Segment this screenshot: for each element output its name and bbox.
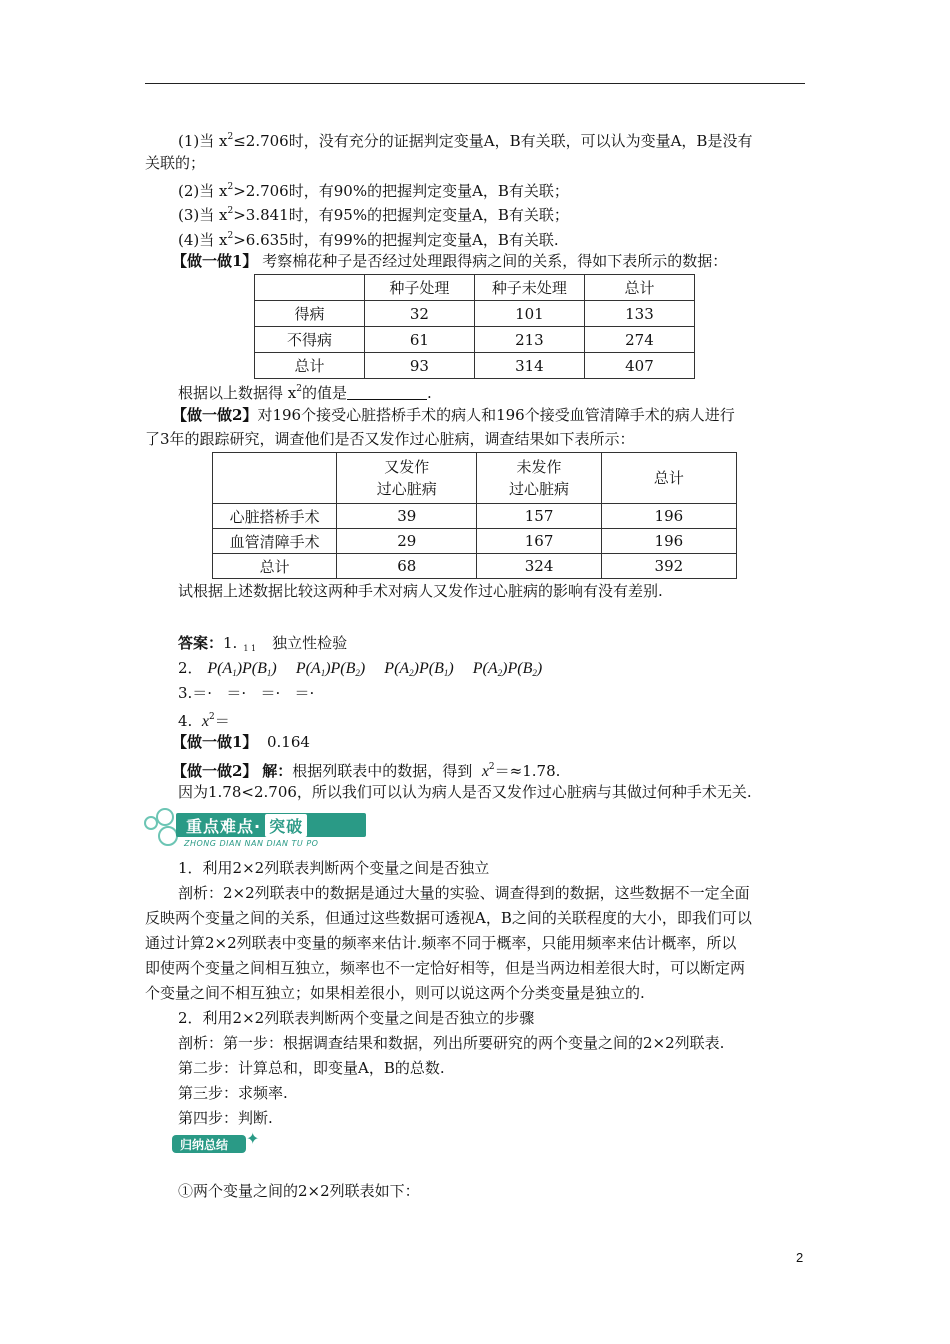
- table-cell: 得病: [255, 301, 365, 327]
- table-cell: 总计: [601, 453, 736, 504]
- section-step: 第四步：判断.: [178, 1109, 273, 1127]
- table-cell: 392: [601, 554, 736, 579]
- table-cell: 157: [477, 504, 601, 529]
- table-cell: [255, 275, 365, 301]
- table-cell: 不得病: [255, 327, 365, 353]
- section-paragraph: 个变量之间不相互独立；如果相差很小，则可以说这两个分类变量是独立的.: [145, 984, 645, 1002]
- section-step: 第二步：计算总和，即变量A，B的总数.: [178, 1059, 445, 1077]
- bubble-decoration: [158, 826, 178, 846]
- table-cell: 又发作 过心脏病: [337, 453, 477, 504]
- page-number: 2: [796, 1250, 804, 1265]
- section-point-1: 1．利用2×2列联表判断两个变量之间是否独立: [178, 859, 490, 877]
- section-paragraph: 剖析：第一步：根据调查结果和数据，列出所要研究的两个变量之间的2×2列联表.: [178, 1034, 725, 1052]
- table-cell: 196: [601, 529, 736, 554]
- table-cell: 407: [584, 353, 694, 379]
- answer-3: 3.＝· ＝· ＝· ＝·: [178, 684, 315, 702]
- banner-title: 重点难点· 突破: [186, 814, 307, 837]
- table-header-row: [213, 453, 737, 504]
- summary-badge: [172, 1129, 262, 1159]
- table-cell: 32: [364, 301, 474, 327]
- exercise-1-table: [254, 274, 695, 379]
- section-paragraph: 即使两个变量之间相互独立，频率也不一定恰好相等，但是当两边相差很大时，可以断定两: [145, 959, 746, 977]
- header-rule: [145, 83, 805, 84]
- table-cell: 总计: [213, 554, 337, 579]
- answer-1: 答案：1. $_{1 1}$ 独立性检验: [178, 634, 348, 653]
- section-banner: [140, 806, 380, 852]
- table-cell: 274: [584, 327, 694, 353]
- exercise-2-prompt: 【做一做2】对196个接受心脏搭桥手术的病人和196个接受血管清障手术的病人进行: [172, 406, 735, 424]
- table-cell: 196: [601, 504, 736, 529]
- exercise-1-question: 根据以上数据得 $x^2$的值是 .: [178, 384, 432, 402]
- exercise-2-question: 试根据上述数据比较这两种手术对病人又发作过心脏病的影响有没有差别.: [178, 582, 663, 600]
- table-cell: 39: [337, 504, 477, 529]
- table-cell: 总计: [584, 275, 694, 301]
- condition-1-cont: 关联的；: [145, 154, 206, 172]
- section-point-2: 2．利用2×2列联表判断两个变量之间是否独立的步骤: [178, 1009, 535, 1027]
- section-paragraph: 反映两个变量之间的关系，但通过这些数据可透视A，B之间的关联程度的大小，即我们可以: [145, 909, 752, 927]
- summary-line: ①两个变量之间的2×2列联表如下：: [178, 1182, 420, 1200]
- table-row: [255, 353, 695, 379]
- table-row: [255, 301, 695, 327]
- table-cell: 种子未处理: [474, 275, 584, 301]
- exercise-2-table: [212, 452, 737, 579]
- table-cell: 未发作 过心脏病: [477, 453, 601, 504]
- answer-4: 4. $x^2=$: [178, 712, 230, 730]
- table-cell: 68: [337, 554, 477, 579]
- table-cell: 血管清障手术: [213, 529, 337, 554]
- table-cell: 314: [474, 353, 584, 379]
- answer-2: 2． $P(A_1)P(B_1)$ $P(A_1)P(B_2)$ $P(A_2)P(B_1)$ $P(A_2)P(B_2)$: [178, 659, 543, 678]
- table-row: [255, 327, 695, 353]
- table-cell: 61: [364, 327, 474, 353]
- exercise-1-prompt: 【做一做1】 考察棉花种子是否经过处理跟得病之间的关系，得如下表所示的数据：: [172, 252, 728, 270]
- summary-label: 归纳总结: [180, 1138, 229, 1152]
- table-cell: 324: [477, 554, 601, 579]
- section-paragraph: 通过计算2×2列联表中变量的频率来估计.频率不同于概率，只能用频率来估计概率，所以: [145, 934, 737, 952]
- section-step: 第三步：求频率.: [178, 1084, 288, 1102]
- banner-subtitle: ZHONG DIAN NAN DIAN TU PO: [184, 839, 319, 848]
- table-cell: [213, 453, 337, 504]
- table-cell: 种子处理: [364, 275, 474, 301]
- answer-blank: [347, 385, 427, 400]
- condition-3: (3)当 $x^2>3.841$时，有95%的把握判定变量A，B有关联；: [178, 206, 569, 224]
- answer-exercise-2: 【做一做2】 解：根据列联表中的数据，得到 $x^2=\approx 1.78$.: [172, 762, 561, 780]
- table-cell: 167: [477, 529, 601, 554]
- condition-4: (4)当 $x^2>6.635$时，有99%的把握判定变量A，B有关联.: [178, 231, 559, 249]
- bubble-decoration: [156, 808, 174, 826]
- table-row: [213, 554, 737, 579]
- answer-exercise-1: 【做一做1】 0.164: [172, 733, 310, 751]
- table-cell: 213: [474, 327, 584, 353]
- table-row: [213, 504, 737, 529]
- table-row: [213, 529, 737, 554]
- section-paragraph: 剖析：2×2列联表中的数据是通过大量的实验、调查得到的数据，这些数据不一定全面: [178, 884, 750, 902]
- table-cell: 总计: [255, 353, 365, 379]
- table-cell: 93: [364, 353, 474, 379]
- table-header-row: [255, 275, 695, 301]
- answer-exercise-2-conclusion: 因为1.78<2.706，所以我们可以认为病人是否又发作过心脏病与其做过何种手术无关.: [178, 783, 752, 801]
- exercise-2-prompt-cont: 了3年的跟踪研究，调查他们是否又发作过心脏病，调查结果如下表所示：: [145, 430, 635, 448]
- sparkle-icon: ✦: [246, 1129, 260, 1148]
- table-cell: 29: [337, 529, 477, 554]
- condition-2: (2)当 $x^2>2.706$时，有90%的把握判定变量A，B有关联；: [178, 182, 569, 200]
- condition-1: (1)当 $x^2\le 2.706$时，没有充分的证据判定变量A，B有关联，可以认为变量A，B是没有: [178, 132, 753, 150]
- table-cell: 133: [584, 301, 694, 327]
- table-cell: 101: [474, 301, 584, 327]
- table-cell: 心脏搭桥手术: [213, 504, 337, 529]
